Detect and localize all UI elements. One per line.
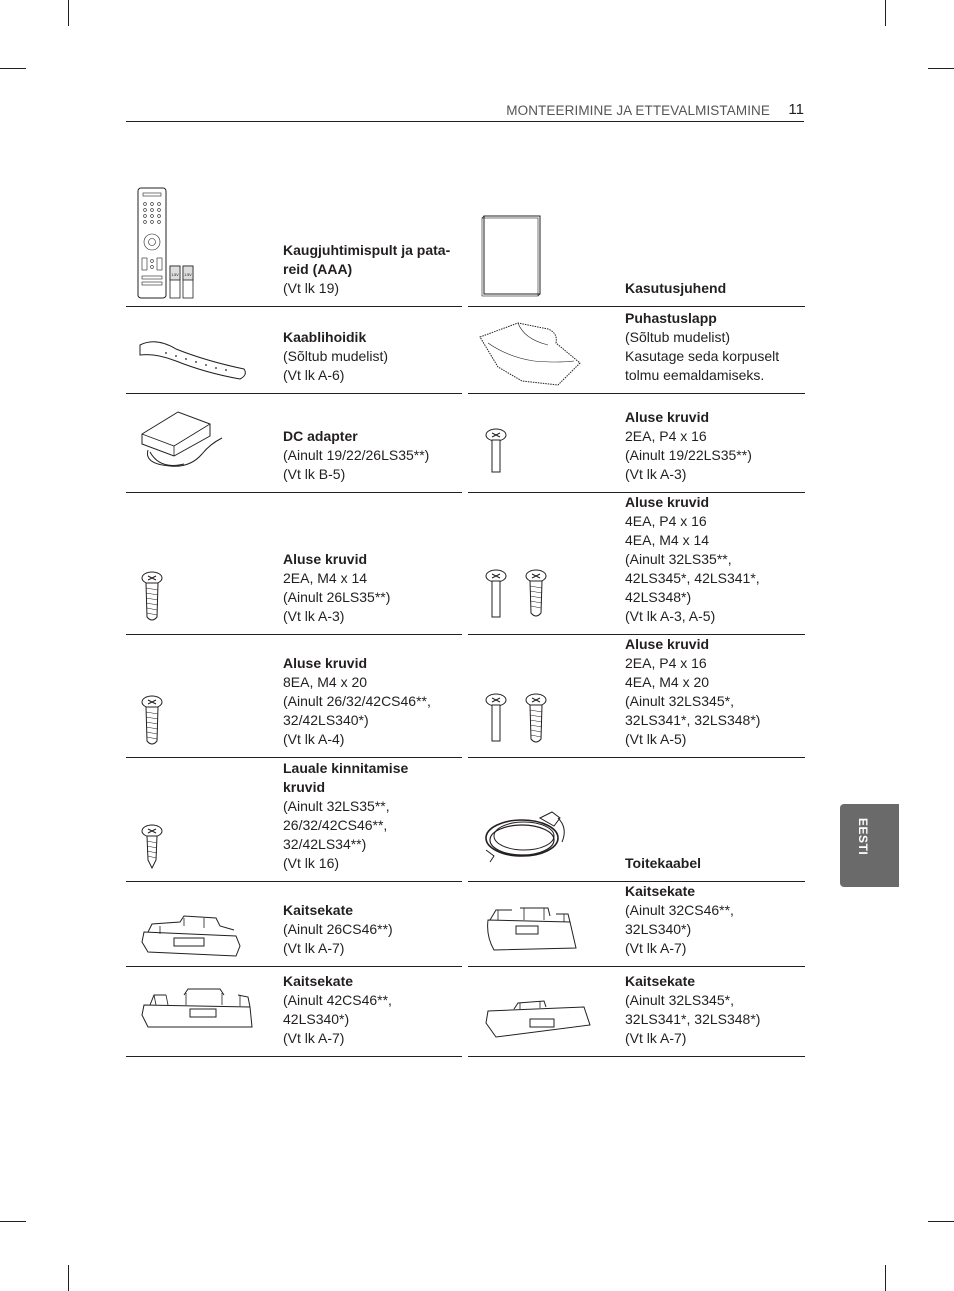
accessory-name: Aluse kruvid [625,409,710,425]
accessory-stand-screws-p4x16-m4x20 [468,635,805,758]
accessory-protective-cover-32ls345 [468,967,805,1057]
power-cord-icon [482,808,632,878]
screw-icon [526,570,546,616]
accessory-stand-screws-m4x20 [126,635,462,758]
crop-mark [0,1221,26,1222]
accessory-detail: 2EA, P4 x 16 [625,655,707,671]
accessory-name: Kaitsekate [625,973,696,989]
accessory-detail: (Vt lk A-6) [283,367,345,383]
screw-icon [484,428,634,478]
accessory-text [625,309,803,385]
battery-label: 1.5V [171,273,179,277]
accessory-text [625,882,803,958]
accessory-protective-cover-42 [126,967,462,1057]
accessory-name: Kasutusjuhend [625,280,727,296]
crop-mark [68,1265,69,1291]
section-title: MONTEERIMINE JA ETTEVALMISTAMINE [506,103,770,118]
cable-holder-icon [136,325,286,385]
accessory-detail: (Sõltub mudelist) [625,329,731,345]
protective-cover-icon [484,906,634,956]
page-header [126,100,804,122]
accessory-detail: (Ainult 32LS345*, [625,992,734,1008]
accessory-detail: 32LS341*, 32LS348*) [625,1011,761,1027]
accessory-text [283,901,460,958]
language-tab [840,804,899,887]
accessory-detail: (Vt lk A-5) [625,731,687,747]
accessory-detail: (Ainult 19/22/26LS35**) [283,447,430,463]
accessory-name: Aluse kruvid [625,494,710,510]
protective-cover-icon [140,912,290,962]
battery-label: 1.5V [184,273,192,277]
accessory-detail: (Ainult 26/32/42CS46**, [283,693,431,709]
accessory-detail: 32LS341*, 32LS348*) [625,712,761,728]
accessory-detail: (Vt lk A-7) [625,940,687,956]
accessory-detail: 4EA, P4 x 16 [625,513,707,529]
protective-cover-icon [140,987,290,1047]
accessory-stand-screws-p4x16 [468,394,805,493]
screw-pair-icon [484,693,634,753]
accessory-detail: 26/32/42CS46**, [283,817,388,833]
crop-mark [885,0,886,26]
accessory-detail: 8EA, M4 x 20 [283,674,368,690]
accessory-name: Puhastuslapp [625,310,717,326]
accessory-text [283,550,460,626]
accessory-stand-screws-p4x16-m4x14 [468,493,805,635]
accessory-name: Toitekaabel [625,855,701,871]
accessory-detail: (Vt lk A-4) [283,731,345,747]
manual-icon [480,210,630,300]
accessory-text [283,328,460,385]
screw-icon [486,694,506,741]
accessory-detail: 42LS345*, 42LS341*, [625,570,760,586]
accessory-text [283,241,460,298]
cleaning-cloth-icon [478,317,628,397]
accessory-name: Aluse kruvid [283,551,368,567]
accessory-detail: (Ainult 32LS35**, [283,798,390,814]
accessory-text [625,408,803,484]
battery-icon [170,266,193,298]
accessory-owners-manual [468,180,805,307]
accessory-detail: (Vt lk B-5) [283,466,346,482]
dc-adapter-icon [140,404,290,484]
accessory-text [283,759,460,873]
accessory-detail: (Vt lk A-7) [625,1030,687,1046]
accessory-detail: 42LS348*) [625,589,692,605]
accessory-text [625,635,803,749]
accessory-detail: (Ainult 26CS46**) [283,921,393,937]
accessory-stand-screws-m4x14 [126,493,462,635]
accessory-text [283,427,460,484]
accessory-detail: (Ainult 26LS35**) [283,589,391,605]
accessory-cable-holder [126,307,462,394]
crop-mark [0,68,26,69]
accessory-detail: tolmu eemaldamiseks. [625,367,765,383]
screw-pair-icon [484,569,634,629]
accessory-text [283,972,460,1048]
screw-icon [140,695,290,755]
screw-icon [140,824,290,874]
accessory-detail: 2EA, P4 x 16 [625,428,707,444]
accessory-name: Kaugjuhtimispult ja pata- reid (AAA) [283,242,451,277]
accessory-name: Kaitsekate [283,973,354,989]
accessory-power-cord [468,758,805,882]
accessory-detail: 4EA, M4 x 14 [625,532,710,548]
accessory-detail: (Ainult 19/22LS35**) [625,447,752,463]
accessory-text [625,279,803,298]
accessory-protective-cover-26 [126,882,462,967]
accessory-text [625,972,803,1048]
accessory-text [283,654,460,749]
accessory-protective-cover-32 [468,882,805,967]
accessory-detail: 32/42LS340*) [283,712,369,728]
crop-mark [68,0,69,26]
accessory-name: Aluse kruvid [283,655,368,671]
accessory-detail: (Vt lk A-7) [283,1030,345,1046]
accessory-name: Aluse kruvid [625,636,710,652]
accessory-cleaning-cloth [468,307,805,394]
accessory-desk-mount-screws [126,758,462,882]
accessory-detail: (Vt lk A-3) [283,608,345,624]
accessory-detail: (Vt lk A-3) [625,466,687,482]
crop-mark [885,1265,886,1291]
accessory-name: Kaitsekate [283,902,354,918]
crop-mark [928,1221,954,1222]
accessory-detail: (Vt lk 16) [283,855,340,871]
accessory-detail: 2EA, M4 x 14 [283,570,368,586]
screw-icon [140,571,290,631]
screw-icon [526,694,546,742]
accessory-name: Lauale kinnitamise kruvid [283,760,409,795]
accessory-detail: (Sõltub mudelist) [283,348,389,364]
accessory-detail: (Vt lk A-3, A-5) [625,608,716,624]
language-tab-label: EESTI [856,818,870,856]
screw-icon [486,570,506,617]
remote-control-icon [136,186,286,306]
accessory-detail: 32LS340*) [625,921,692,937]
accessory-detail: 42LS340*) [283,1011,350,1027]
accessory-detail: Kasutage seda korpuselt [625,348,780,364]
accessory-detail: 32/42LS34**) [283,836,367,852]
accessory-detail: (Ainult 32CS46**, [625,902,734,918]
accessory-detail: (Ainult 32LS345*, [625,693,734,709]
accessory-dc-adapter [126,394,462,493]
accessory-detail: (Vt lk 19) [283,280,340,296]
accessory-name: Kaitsekate [625,883,696,899]
protective-cover-icon [484,997,634,1047]
accessory-detail: 4EA, M4 x 20 [625,674,710,690]
accessory-text [625,493,803,626]
accessory-remote-control [126,180,462,307]
accessory-name: Kaablihoidik [283,329,367,345]
accessory-detail: (Ainult 42CS46**, [283,992,392,1008]
accessory-detail: (Ainult 32LS35**, [625,551,732,567]
accessory-name: DC adapter [283,428,358,444]
page-number: 11 [788,101,804,118]
accessory-detail: (Vt lk A-7) [283,940,345,956]
accessory-text [625,854,803,873]
crop-mark [928,68,954,69]
